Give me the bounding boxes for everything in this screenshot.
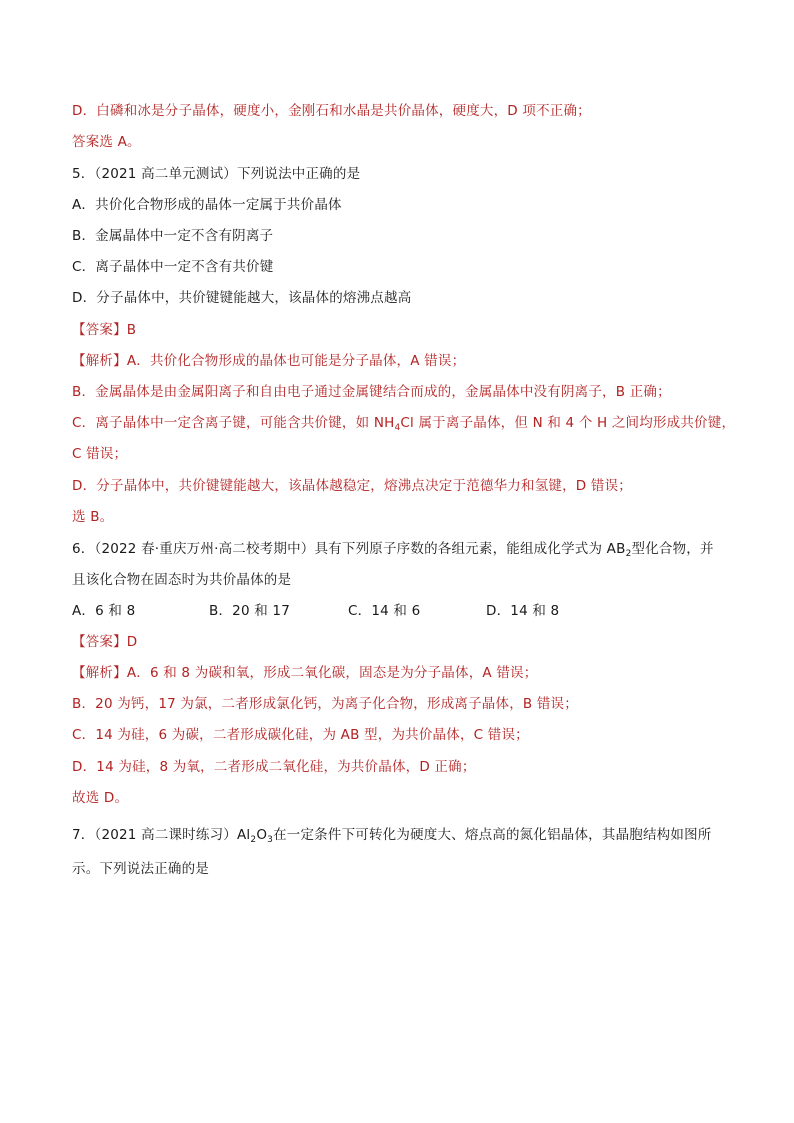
q6-option-a: A．6 和 8 xyxy=(72,603,136,619)
q6-explanation-a-text: A．6 和 8 为碳和氧，形成二氧化碳，固态是为分子晶体，A 错误； xyxy=(126,665,538,681)
q5-answer: 【答案】B xyxy=(72,322,137,338)
q5-conclusion: 选 B。 xyxy=(72,509,114,525)
q5-explanation-c-post: Cl 属于离子晶体，但 N 和 4 个 H 之间均形成共价键， xyxy=(400,415,736,431)
q6-explanation-a xyxy=(72,664,537,682)
q6-option-d: D．14 和 8 xyxy=(486,603,560,619)
q7-stem-sub1: 2 xyxy=(250,835,257,845)
q6-explanation-c: C．14 为硅，6 为碳，二者形成碳化硅，为 AB 型，为共价晶体，C 错误； xyxy=(72,727,529,743)
q6-options xyxy=(72,602,559,620)
q5-option-a: A．共价化合物形成的晶体一定属于共价晶体 xyxy=(72,197,342,213)
q7-stem-post: 在一定条件下可转化为硬度大、熔点高的氮化铝晶体，其晶胞结构如图所 xyxy=(273,827,712,843)
q6-conclusion: 故选 D。 xyxy=(72,790,129,806)
q5-option-d: D．分子晶体中，共价键键能越大，该晶体的熔沸点越高 xyxy=(72,290,412,306)
q6-explanation-d: D．14 为硅，8 为氧，二者形成二氧化硅，为共价晶体，D 正确； xyxy=(72,759,476,775)
q5-explanation-c-sub: 4 xyxy=(394,423,401,433)
q5-explanation-d: D．分子晶体中，共价键键能越大，该晶体越稳定，熔沸点决定于范德华力和氢键，D 错误； xyxy=(72,478,632,494)
q5-option-c: C．离子晶体中一定不含有共价键 xyxy=(72,259,274,275)
q6-explanation-b: B．20 为钙，17 为氯，二者形成氯化钙，为离子化合物，形成离子晶体，B 错误； xyxy=(72,696,578,712)
prev-answer-line: 答案选 A。 xyxy=(72,134,141,150)
q6-stem-pre: 6．（2022 春·重庆万州·高二校考期中）具有下列原子序数的各组元素，能组成化学式为 AB xyxy=(72,541,626,557)
q5-explanation-c xyxy=(72,414,735,432)
q6-option-b: B．20 和 17 xyxy=(209,603,291,619)
q6-stem-sub: 2 xyxy=(625,549,632,559)
q7-stem-line2: 示。下列说法正确的是 xyxy=(72,861,209,877)
q7-stem-line1 xyxy=(72,826,711,844)
q7-stem-pre: 7．（2021 高二课时练习）Al xyxy=(72,827,251,843)
q6-answer: 【答案】D xyxy=(72,634,138,650)
q5-option-b: B．金属晶体中一定不含有阴离子 xyxy=(72,228,274,244)
q5-explanation-tag: 【解析】 xyxy=(72,353,127,369)
q6-option-c: C．14 和 6 xyxy=(348,603,421,619)
q7-stem-mid: O xyxy=(256,827,268,843)
q6-explanation-tag: 【解析】 xyxy=(72,665,127,681)
q5-explanation-a-text: A．共价化合物形成的晶体也可能是分子晶体，A 错误； xyxy=(126,353,466,369)
q6-stem-line1 xyxy=(72,540,714,558)
prev-explanation-d: D．白磷和冰是分子晶体，硬度小，金刚石和水晶是共价晶体，硬度大，D 项不正确； xyxy=(72,103,591,119)
q5-explanation-c-cont: C 错误； xyxy=(72,446,128,462)
q7-stem-sub2: 3 xyxy=(267,835,274,845)
q6-stem-line2: 且该化合物在固态时为共价晶体的是 xyxy=(72,572,292,588)
q5-explanation-b: B．金属晶体是由金属阳离子和自由电子通过金属键结合而成的，金属晶体中没有阴离子，B 正确； xyxy=(72,384,671,400)
q5-explanation-c-pre: C．离子晶体中一定含离子键，可能含共价键，如 NH xyxy=(72,415,395,431)
q6-stem-post: 型化合物，并 xyxy=(631,541,714,557)
q5-stem: 5．（2021 高二单元测试）下列说法中正确的是 xyxy=(72,166,361,182)
q5-explanation-a xyxy=(72,352,465,370)
